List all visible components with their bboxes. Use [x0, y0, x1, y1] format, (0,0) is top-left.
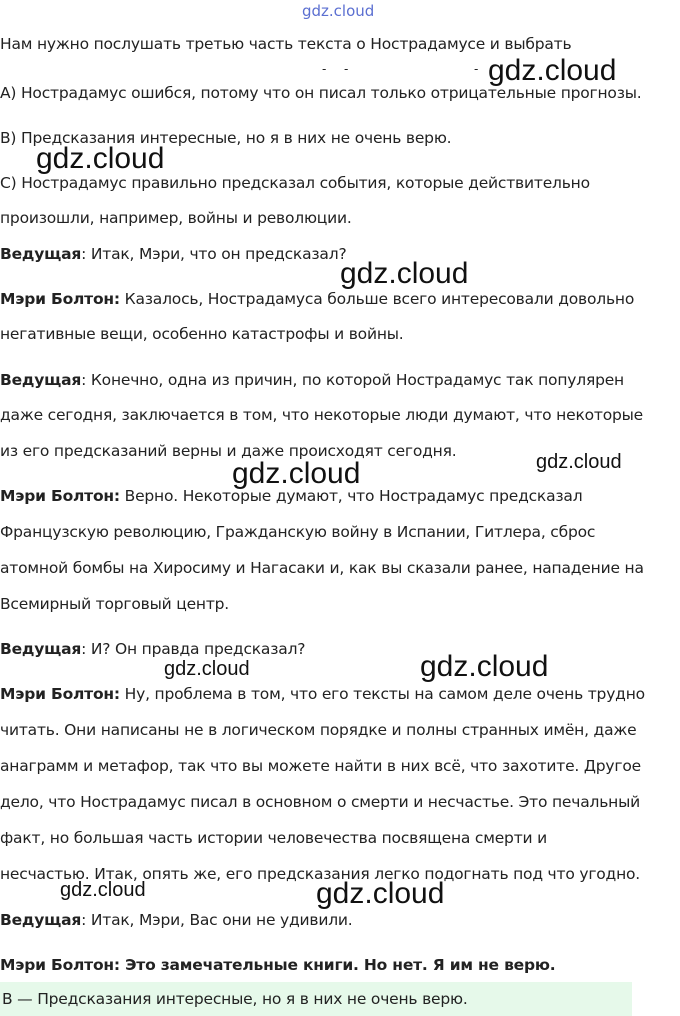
line-text: Нам нужно послушать третью часть текста о Нострадамусе и выбрать — [0, 35, 572, 53]
speaker-label: Мэри Болтон: — [0, 290, 120, 308]
watermark: gdz.cloud — [232, 457, 361, 490]
watermark: gdz.cloud — [488, 54, 617, 87]
dialogue-line — [0, 639, 305, 659]
dialogue-continuation — [0, 558, 644, 578]
line-text: атомной бомбы на Хиросиму и Нагасаки и, как вы сказали ранее, нападение на — [0, 559, 644, 577]
line-text: негативные вещи, особенно катастрофы и войны. — [0, 325, 404, 343]
line-text: Это замечательные книги. Но нет. Я им не верю. — [119, 956, 556, 974]
line-text: даже сегодня, заключается в том, что некоторые люди думают, что некоторые — [0, 406, 644, 424]
line-text: несчастью. Итак, опять же, его предсказания легко подогнать под что угодно. — [0, 865, 641, 883]
option-c — [0, 173, 590, 193]
dialogue-continuation — [0, 405, 643, 425]
line-text: факт, но большая часть истории человечества посвящена смерти и — [0, 829, 547, 847]
line-text: C) Нострадамус правильно предсказал события, которые действительно — [0, 174, 590, 192]
dialogue-continuation — [0, 828, 547, 848]
dialogue-continuation — [0, 522, 595, 542]
watermark: gdz.cloud — [340, 257, 469, 290]
line-text: произошли, например, войны и революции. — [0, 209, 352, 227]
line-text: : Итак, Мэри, Вас они не удивили. — [81, 911, 353, 929]
line-text: Ну, проблема в том, что его тексты на самом деле очень трудно — [119, 685, 645, 703]
speaker-label: Мэри Болтон: — [0, 685, 120, 703]
speaker-label: Ведущая — [0, 911, 82, 929]
dialogue-continuation — [0, 756, 641, 776]
dialogue-line — [0, 684, 645, 704]
dialogue-line — [0, 910, 353, 930]
line-text: читать. Они написаны не в логическом порядке и полны странных имён, даже — [0, 721, 637, 739]
watermark: gdz.cloud — [316, 877, 445, 910]
dialogue-line — [0, 370, 624, 390]
watermark: gdz.cloud — [164, 658, 250, 680]
watermark: gdz.cloud — [536, 451, 622, 473]
stray-mark: - — [322, 62, 327, 76]
stray-mark: - — [474, 62, 479, 76]
stray-mark: - — [344, 62, 349, 76]
line-text: : И? Он правда предсказал? — [81, 640, 306, 658]
watermark: gdz.cloud — [60, 879, 146, 901]
speaker-label: Ведущая — [0, 371, 82, 389]
speaker-label: Мэри Болтон: — [0, 956, 120, 974]
line-text: Верно. Некоторые думают, что Нострадамус предсказал — [119, 487, 583, 505]
option-c-continued — [0, 208, 352, 228]
dialogue-line — [0, 955, 555, 975]
speaker-label: Мэри Болтон: — [0, 487, 120, 505]
line-text: : Итак, Мэри, что он предсказал? — [81, 245, 347, 263]
dialogue-line — [0, 244, 346, 264]
watermark: gdz.cloud — [36, 142, 165, 175]
answer-text: B — Предсказания интересные, но я в них не очень верю. — [2, 990, 468, 1008]
dialogue-line — [0, 289, 634, 309]
watermark: gdz.cloud — [420, 650, 549, 683]
line-text: из его предсказаний верны и даже происходят сегодня. — [0, 442, 457, 460]
speaker-label: Ведущая — [0, 640, 82, 658]
line-text: : Конечно, одна из причин, по которой Нострадамус так популярен — [81, 371, 624, 389]
line-text: A) Нострадамус ошибся, потому что он писал только отрицательные прогнозы. — [0, 84, 642, 102]
dialogue-continuation — [0, 792, 640, 812]
line-text: Всемирный торговый центр. — [0, 595, 230, 613]
line-text: анаграмм и метафор, так что вы можете найти в них всё, что захотите. Другое — [0, 757, 641, 775]
dialogue-continuation — [0, 441, 456, 461]
dialogue-continuation — [0, 720, 636, 740]
line-text: Французскую революцию, Гражданскую войну в Испании, Гитлера, сброс — [0, 523, 596, 541]
line-text: Казалось, Нострадамуса больше всего интересовали довольно — [119, 290, 635, 308]
speaker-label: Ведущая — [0, 245, 82, 263]
header-watermark[interactable]: gdz.cloud — [302, 2, 375, 20]
intro-line — [0, 34, 571, 54]
line-text: B) Предсказания интересные, но я в них не очень верю. — [0, 129, 452, 147]
line-text: дело, что Нострадамус писал в основном о смерти и несчастье. Это печальный — [0, 793, 640, 811]
dialogue-continuation — [0, 594, 229, 614]
dialogue-continuation — [0, 324, 404, 344]
